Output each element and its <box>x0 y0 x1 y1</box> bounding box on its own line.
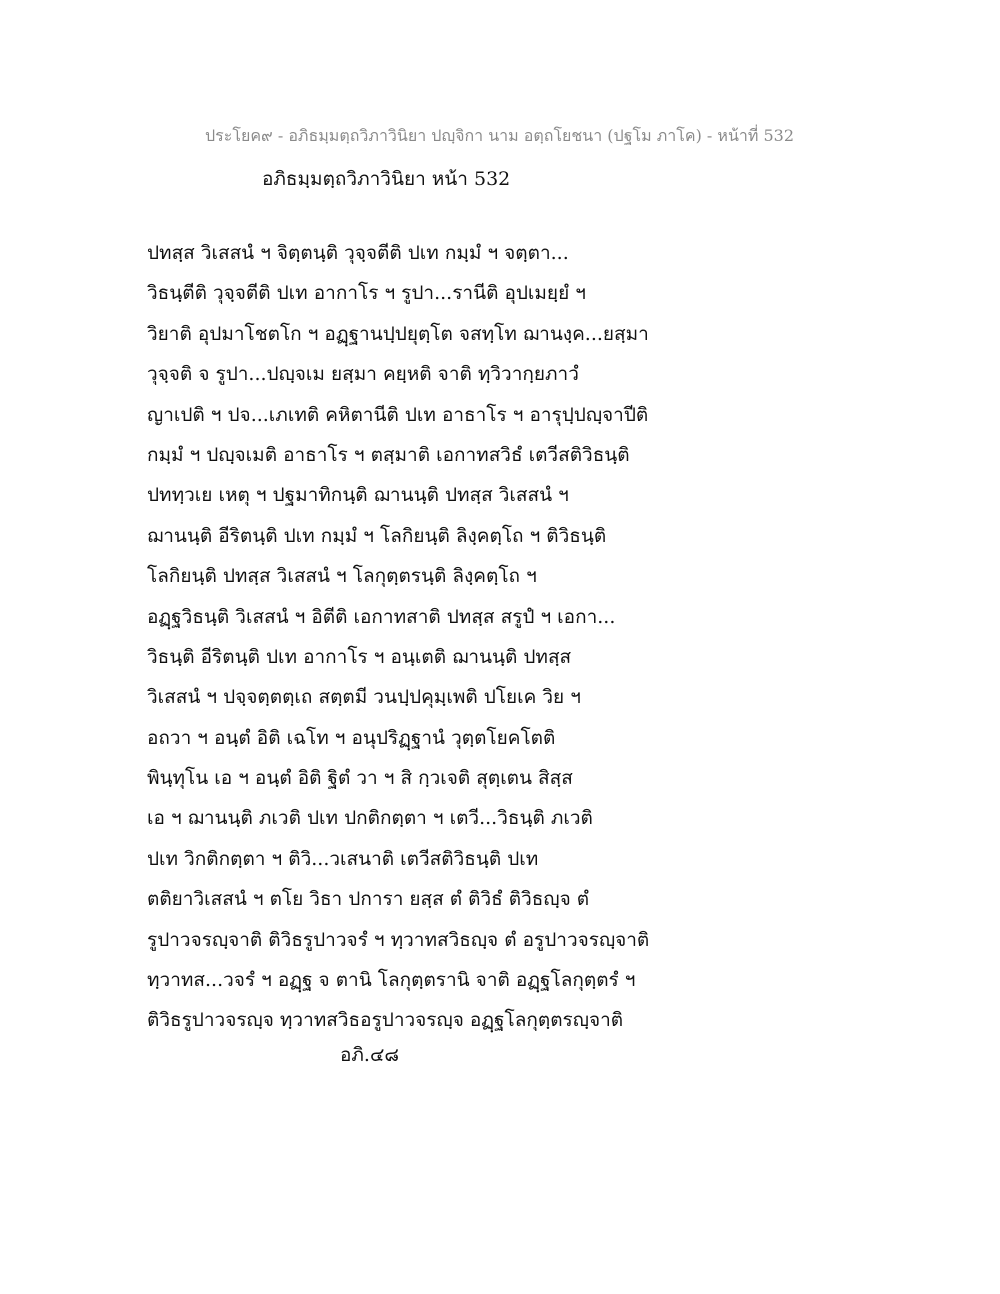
text-line: วิธนฺติ อีริตนฺติ ปเท อากาโร ฯ อนฺเตติ ฌานนฺติ ปทสฺส <box>147 645 572 668</box>
text-line: วิยาติ อุปมาโชตโก ฯ อฏฺฐานปฺปยุตฺโต จสทฺโท ฌานงฺค...ยสฺมา <box>147 322 649 345</box>
text-line: โลกิยนฺติ ปทสฺส วิเสสนํ ฯ โลกุตฺตรนฺติ ลิงฺคตฺโถ ฯ <box>147 565 537 588</box>
text-line: ทฺวาทส...วจรํ ฯ อฏฺฐ จ ตานิ โลกุตฺตรานิ จาติ อฏฺฐโลกุตฺตรํ ฯ <box>147 969 636 992</box>
text-line: ตติยาวิเสสนํ ฯ ตโย วิธา ปการา ยสฺส ตํ ติวิธํ ติวิธญฺจ ตํ <box>147 888 590 911</box>
text-line: รูปาวจรญฺจาติ ติวิธรูปาวจรํ ฯ ทฺวาทสวิธญฺจ ตํ อรูปาวจรญฺจาติ <box>147 928 650 951</box>
text-line: วุจฺจติ จ รูปา...ปญฺจเม ยสฺมา คยฺหติ จาติ ทฺวิวากฺยภาวํ <box>147 363 579 386</box>
text-line: ฌานนฺติ อีริตนฺติ ปเท กมฺมํ ฯ โลกิยนฺติ ลิงฺคตฺโถ ฯ ติวิธนฺติ <box>147 524 607 547</box>
text-line: เอ ฯ ฌานนฺติ ภเวติ ปเท ปกติกตฺตา ฯ เตวี...วิธนฺติ ภเวติ <box>147 807 593 830</box>
page-footer: อภิ.๔๘ <box>340 1044 400 1066</box>
text-line: อฏฺฐวิธนฺติ วิเสสนํ ฯ อิตีติ เอกาทสาติ ปทสฺส สรูปํ ฯ เอกา... <box>147 605 616 628</box>
text-line: ปททฺวเย เหตุ ฯ ปฐมาทิกนฺติ ฌานนฺติ ปทสฺส วิเสสนํ ฯ <box>147 484 569 507</box>
page-heading: อภิธมฺมตฺถวิภาวินิยา หน้า 532 <box>262 168 511 190</box>
text-line: ปทสฺส วิเสสนํ ฯ จิตฺตนฺติ วุจฺจตีติ ปเท กมฺมํ ฯ จตฺตา... <box>147 242 569 264</box>
text-line: ญาเปติ ฯ ปจ...เภเทติ คหิตานีติ ปเท อาธาโร ฯ อารุปฺปญฺจาปีติ <box>147 403 649 426</box>
text-line: กมฺมํ ฯ ปญฺจเมติ อาธาโร ฯ ตสฺมาติ เอกาทสวิธํ เตวีสติวิธนฺติ <box>147 443 630 466</box>
text-line: วิธนฺตีติ วุจฺจตีติ ปเท อากาโร ฯ รูปา...รานีติ อุปเมยฺยํ ฯ <box>147 282 586 305</box>
body-text <box>147 240 707 1048</box>
running-header: ประโยค๙ - อภิธมฺมตฺถวิภาวินิยา ปญฺจิกา นาม อตฺถโยชนา (ปฐโม ภาโค) - หน้าที่ 532 <box>205 126 795 145</box>
text-line: วิเสสนํ ฯ ปจฺจตฺตตฺเถ สตฺตมี วนปฺปคุมฺเพติ ปโยเค วิย ฯ <box>147 686 581 709</box>
text-line: ติวิธรูปาวจรญฺจ ทฺวาทสวิธอรูปาวจรญฺจ อฏฺฐโลกุตฺตรญฺจาติ <box>147 1009 624 1032</box>
text-line: พินฺทุโน เอ ฯ อนฺตํ อิติ ฐิตํ วา ฯ สิ กฺวเจติ สุตฺเตน สิสฺส <box>147 767 573 790</box>
text-line: อถวา ฯ อนฺตํ อิติ เฉโท ฯ อนุปริฏฺฐานํ วุตฺตโยคโตติ <box>147 726 556 749</box>
text-line: ปเท วิกติกตฺตา ฯ ติวิ...วเสนาติ เตวีสติวิธนฺติ ปเท <box>147 847 539 870</box>
